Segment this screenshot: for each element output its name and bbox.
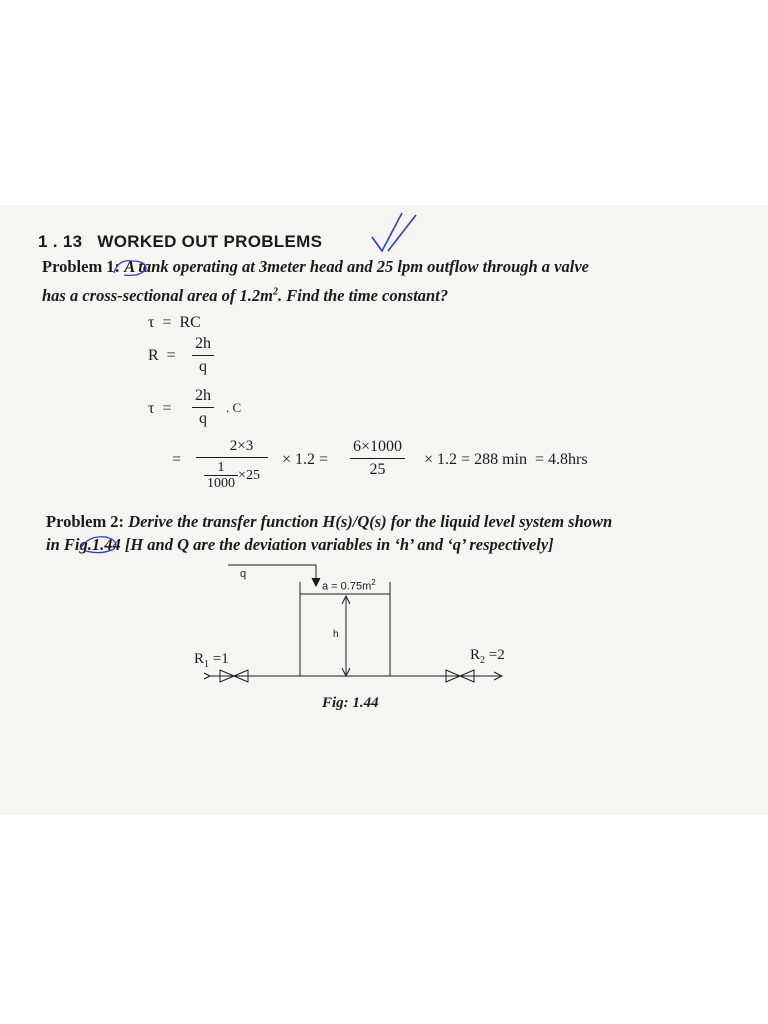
frac-denominator: q: [199, 358, 207, 375]
dot-c-term: . C: [226, 400, 242, 415]
problem2-label: Problem 2:: [46, 512, 125, 531]
r-symbol: R: [148, 347, 159, 364]
frac-bar: [192, 355, 214, 356]
inflow-arrow: [312, 578, 320, 586]
frac-bar: [192, 407, 214, 408]
problem1-text-line2b: . Find the time constant?: [278, 286, 449, 305]
section-heading: [38, 232, 322, 252]
frac-numerator: 2h: [195, 335, 211, 352]
problem2-text-line1: Derive the transfer function H(s)/Q(s) for the liquid level system shown: [128, 512, 613, 531]
frac-numerator: 2×3: [229, 438, 254, 454]
problem1-text-line2a: has a cross-sectional area of 1.2m: [42, 286, 273, 305]
area-text: a = 0.75m: [322, 580, 372, 593]
problem2-line1: [46, 512, 612, 532]
rc-term: RC: [179, 314, 201, 331]
eq-r-lhs: [148, 347, 176, 365]
eq-result-line: [424, 451, 588, 469]
problem1-text-line1: A tank operating at 3meter head and 25 lpm outflow through a valve: [124, 257, 589, 276]
pen-circle-mark-2: [76, 533, 122, 555]
frac-bar: [350, 458, 405, 459]
section-title: WORKED OUT PROBLEMS: [97, 232, 323, 251]
tank-walls: [300, 582, 390, 676]
frac-denominator: [204, 460, 260, 491]
area-label: [322, 578, 376, 593]
frac-numerator: 6×1000: [353, 438, 403, 455]
figure-caption: Fig: 1.44: [322, 695, 379, 711]
area-exponent: 2: [371, 578, 376, 587]
pen-tick-mark: [366, 207, 426, 255]
tau-symbol: τ: [148, 314, 155, 331]
inner-numerator: 1: [217, 460, 225, 475]
inner-denominator: 1000: [207, 476, 236, 491]
times-1-2: × 1.2: [282, 451, 316, 468]
left-flow-arrow: [204, 673, 210, 679]
pen-circle-mark: [110, 255, 152, 279]
r1-symbol: R: [194, 651, 205, 667]
equals-sign: =: [534, 451, 544, 468]
equals-sign: =: [461, 451, 471, 468]
scanned-page: [0, 205, 768, 815]
problem1-line2: [42, 286, 448, 306]
equals-sign: =: [162, 400, 172, 417]
r1-value: =1: [209, 651, 229, 667]
frac-denominator: 25: [369, 461, 386, 478]
r2-subscript: 2: [480, 655, 486, 666]
equals-sign: =: [166, 347, 176, 364]
problem1-area-exponent: 2: [273, 286, 278, 298]
section-number: 1 . 13: [38, 232, 83, 251]
frac-bar: [196, 457, 268, 458]
frac-2h-over-q: [192, 335, 214, 376]
r2-label: [470, 647, 505, 666]
r1-label: [194, 651, 229, 670]
equals-sign: =: [319, 451, 329, 468]
eq-tau-lhs: [148, 400, 171, 418]
problem1-label: Problem 1:: [42, 257, 121, 276]
eq-times-1-2-a: [282, 451, 328, 469]
problem2-text-line2: in Fig.1.44 [H and Q are the deviation variables in ‘h’ and ‘q’ respectively]: [46, 535, 554, 554]
eq-tau-rc: [148, 314, 201, 332]
result-minutes: 288 min: [474, 451, 527, 468]
frac-denominator: q: [199, 410, 207, 427]
frac-6x1000-over-25: [350, 438, 405, 479]
inflow-label: q: [240, 568, 247, 580]
eq-equals-lead: =: [172, 451, 182, 468]
equals-sign: =: [162, 314, 172, 331]
r1-subscript: 1: [204, 659, 210, 670]
r2-value: =2: [485, 647, 505, 663]
r2-symbol: R: [470, 647, 481, 663]
frac-2h-over-q-2: [192, 387, 214, 428]
times-25: ×25: [238, 467, 260, 483]
frac-2x3-over-ratio: [196, 437, 268, 491]
frac-numerator: 2h: [195, 387, 211, 404]
times-1-2: × 1.2: [424, 451, 458, 468]
result-hours: 4.8hrs: [547, 451, 588, 468]
tau-symbol: τ: [148, 400, 155, 417]
level-label: h: [333, 629, 339, 640]
